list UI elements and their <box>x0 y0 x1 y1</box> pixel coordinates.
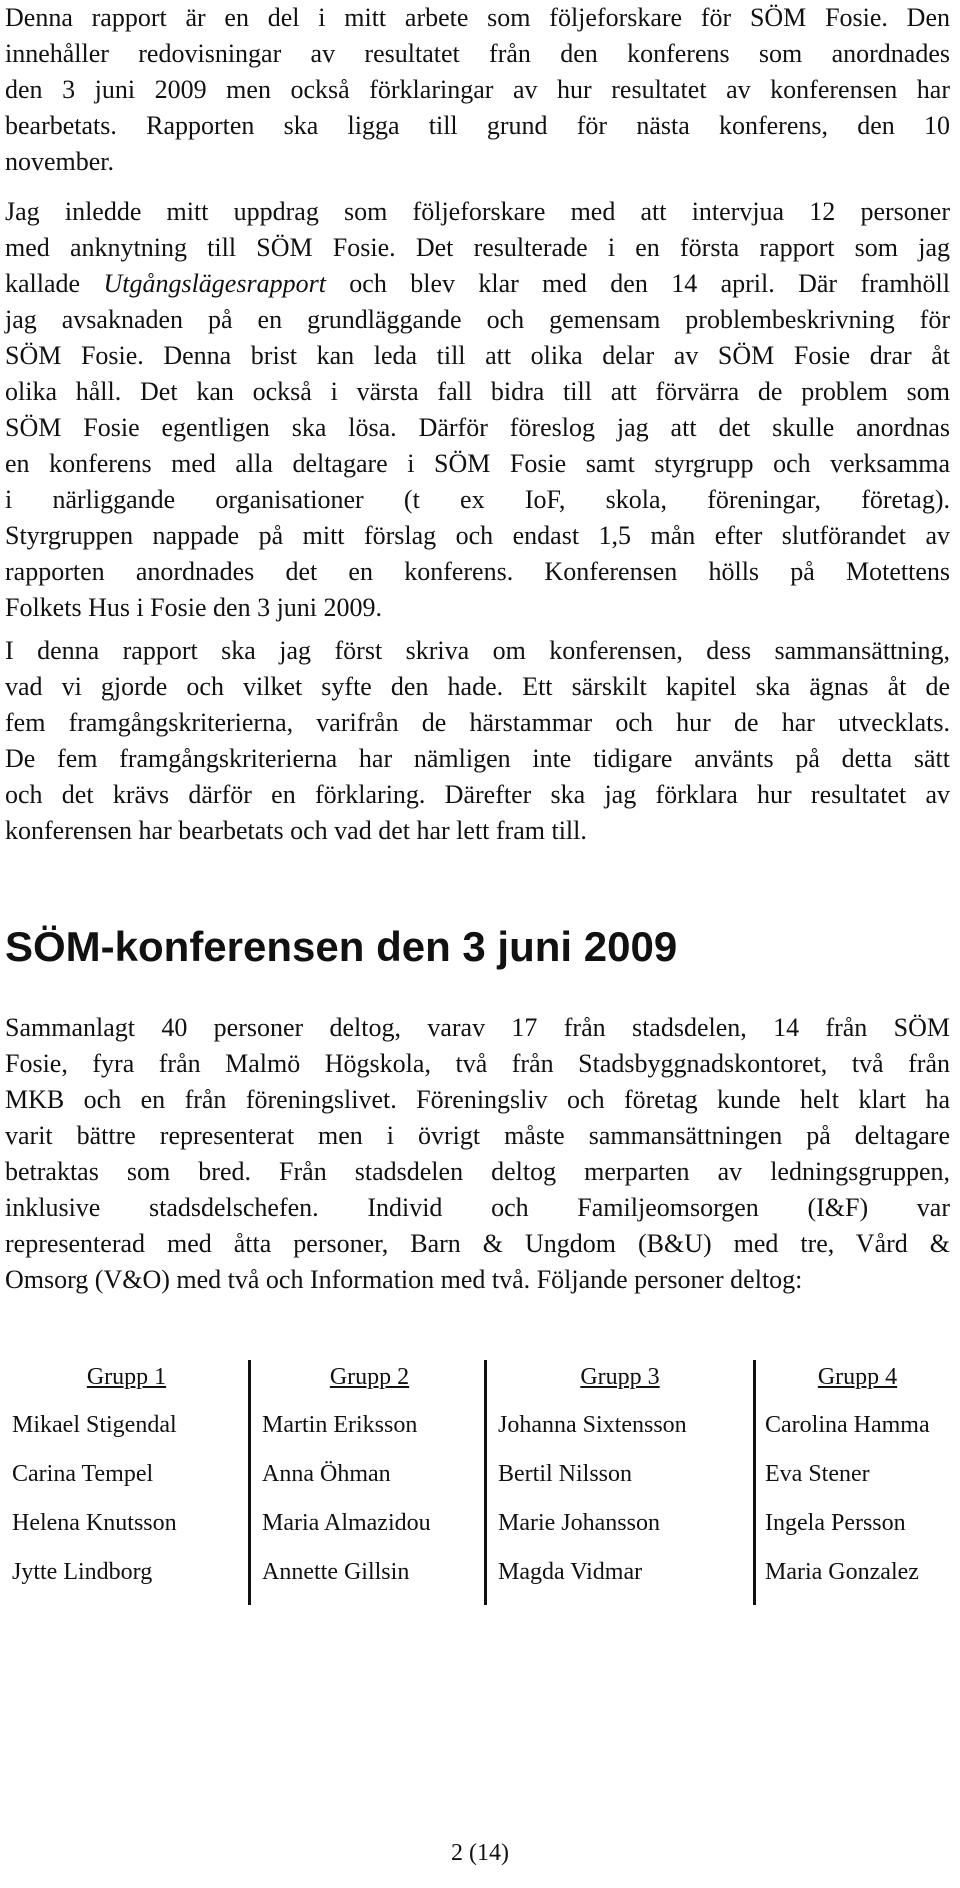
text-line: med anknytning till SÖM Fosie. Det resulterade i en första rapport som jag <box>5 233 950 262</box>
text-line: Jag inledde mitt uppdrag som följeforskare med att intervjua 12 personer <box>5 197 950 226</box>
text-line: i närliggande organisationer (t ex IoF, skola, föreningar, företag). <box>5 485 950 514</box>
group-member: Eva Stener <box>765 1461 870 1487</box>
text-line: De fem framgångskriterierna har nämligen inte tidigare använts på detta sätt <box>5 744 950 773</box>
text-line: I denna rapport ska jag först skriva om konferensen, dess sammansättning, <box>5 636 950 665</box>
group-member: Annette Gillsin <box>262 1559 410 1585</box>
group-column-2 <box>250 1360 489 1600</box>
group-title: Grupp 3 <box>580 1364 660 1390</box>
group-title: Grupp 2 <box>329 1364 410 1390</box>
text-line: fem framgångskriterierna, varifrån de härstammar och hur de har utvecklats. <box>5 708 950 737</box>
groups-table <box>0 1360 960 1600</box>
group-member: Carina Tempel <box>12 1461 154 1487</box>
text-line: varit bättre representerat men i övrigt måste sammansättningen på deltagare <box>5 1121 950 1150</box>
text-fragment: och blev klar med den 14 april. Där framhöll <box>325 269 950 298</box>
group-member: Carolina Hamma <box>765 1412 930 1438</box>
group-member: Mikael Stigendal <box>12 1412 177 1438</box>
group-member: Ingela Persson <box>765 1510 906 1536</box>
participants-paragraph <box>5 1010 950 1298</box>
intro-paragraph <box>5 0 950 180</box>
group-column-4 <box>755 1360 960 1600</box>
group-title: Grupp 1 <box>86 1364 167 1390</box>
group-member: Martin Eriksson <box>262 1412 418 1438</box>
text-line: innehåller redovisningar av resultatet från den konferens som anordnades <box>5 39 950 68</box>
assignment-paragraph <box>5 194 950 626</box>
group-member: Johanna Sixtensson <box>498 1412 687 1438</box>
text-line: den 3 juni 2009 men också förklaringar av hur resultatet av konferensen har <box>5 75 950 104</box>
page-number: 2 (14) <box>451 1840 509 1866</box>
text-line: rapporten anordnades det en konferens. Konferensen hölls på Motettens <box>5 557 950 586</box>
group-member: Maria Almazidou <box>262 1510 431 1536</box>
text-line: Folkets Hus i Fosie den 3 juni 2009. <box>5 593 383 622</box>
outline-paragraph <box>5 633 950 849</box>
group-title: Grupp 4 <box>817 1364 898 1390</box>
text-line: SÖM Fosie. Denna brist kan leda till att olika delar av SÖM Fosie drar åt <box>5 341 950 370</box>
group-member: Magda Vidmar <box>498 1559 643 1585</box>
group-column-3 <box>486 1360 754 1600</box>
column-divider <box>753 1360 756 1605</box>
text-line: Omsorg (V&O) med två och Information med två. Följande personer deltog: <box>5 1265 803 1294</box>
text-line: Styrgruppen nappade på mitt förslag och endast 1,5 mån efter slutförandet av <box>5 521 950 550</box>
text-line: november. <box>5 147 115 176</box>
text-line: Denna rapport är en del i mitt arbete som följeforskare för SÖM Fosie. Den <box>5 3 950 32</box>
group-member: Helena Knutsson <box>12 1510 177 1536</box>
text-line: vad vi gjorde och vilket syfte den hade. Ett särskilt kapitel ska ägnas åt de <box>5 672 950 701</box>
text-line: Sammanlagt 40 personer deltog, varav 17 från stadsdelen, 14 från SÖM <box>5 1013 950 1042</box>
text-fragment: kallade <box>5 269 104 298</box>
text-line: jag avsaknaden på en grundläggande och gemensam problembeskrivning för <box>5 305 950 334</box>
text-line: SÖM Fosie egentligen ska lösa. Därför föreslog jag att det skulle anordnas <box>5 413 950 442</box>
text-line: Fosie, fyra från Malmö Högskola, två från Stadsbyggnadskontoret, två från <box>5 1049 950 1078</box>
text-line: bearbetats. Rapporten ska ligga till grund för nästa konferens, den 10 <box>5 111 950 140</box>
text-line: MKB och en från föreningslivet. Föreningsliv och företag kunde helt klart ha <box>5 1085 950 1114</box>
section-heading: SÖM-konferensen den 3 juni 2009 <box>5 923 678 970</box>
text-line: en konferens med alla deltagare i SÖM Fosie samt styrgrupp och verksamma <box>5 449 950 478</box>
text-line: representerad med åtta personer, Barn & Ungdom (B&U) med tre, Vård & <box>5 1229 950 1258</box>
column-divider <box>484 1360 487 1605</box>
report-title-italic: Utgångslägesrapport <box>103 269 326 298</box>
text-line <box>5 266 950 302</box>
group-member: Maria Gonzalez <box>765 1559 919 1585</box>
group-column-1 <box>0 1360 253 1600</box>
text-line: olika håll. Det kan också i värsta fall bidra till att förvärra de problem som <box>5 377 950 406</box>
group-member: Anna Öhman <box>262 1461 391 1487</box>
text-line: konferensen har bearbetats och vad det har lett fram till. <box>5 816 587 845</box>
group-member: Bertil Nilsson <box>498 1461 633 1487</box>
group-member: Marie Johansson <box>498 1510 660 1536</box>
column-divider <box>248 1360 251 1605</box>
text-line: och det krävs därför en förklaring. Därefter ska jag förklara hur resultatet av <box>5 780 950 809</box>
group-member: Jytte Lindborg <box>12 1559 153 1585</box>
text-line: betraktas som bred. Från stadsdelen deltog merparten av ledningsgruppen, <box>5 1157 950 1186</box>
text-line: inklusive stadsdelschefen. Individ och Familjeomsorgen (I&F) var <box>5 1193 950 1222</box>
